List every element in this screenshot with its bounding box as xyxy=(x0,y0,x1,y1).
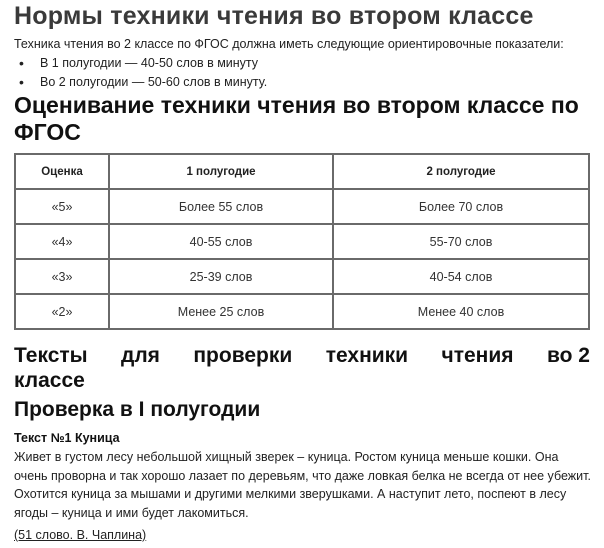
heading-grading: Оценивание техники чтения во втором классе по ФГОС xyxy=(14,92,579,145)
half1-cell: Более 55 слов xyxy=(109,189,333,224)
list-item: • В 1 полугодии — 40-50 слов в минуту xyxy=(14,54,267,73)
grade-cell: «2» xyxy=(15,294,109,329)
column-header-half2: 2 полугодие xyxy=(333,154,589,189)
norms-list xyxy=(14,54,267,92)
table-row xyxy=(15,224,589,259)
table-header-row xyxy=(15,154,589,189)
heading-word: Тексты xyxy=(14,344,88,367)
half2-cell: 40-54 слов xyxy=(333,259,589,294)
half2-cell: 55-70 слов xyxy=(333,224,589,259)
reading-passage: Живет в густом лесу небольшой хищный зверек – куница. Ростом куница меньше кошки. Она очень проворна и так хорошо лазает по деревьям, что даже ловкая белка не всегда от нее убежит. Охотится куница за мышами и другими мелкими зверушками. А наступит лето, поспеют в лесу ягоды – куница и ими будет лакомиться. xyxy=(14,450,591,520)
heading-word: чтения xyxy=(441,344,514,367)
heading-first-half-check: Проверка в I полугодии xyxy=(14,398,261,421)
grade-cell: «5» xyxy=(15,189,109,224)
grade-cell: «3» xyxy=(15,259,109,294)
text-title: Текст №1 Куница xyxy=(14,431,120,445)
heading-texts-line2: классе xyxy=(14,369,85,392)
table-row xyxy=(15,259,589,294)
grading-table xyxy=(14,153,590,330)
intro-text: Техника чтения во 2 классе по ФГОС должна иметь следующие ориентировочные показатели: xyxy=(14,37,564,51)
heading-word: проверки xyxy=(193,344,293,367)
heading-word: для xyxy=(121,344,160,367)
passage-source: (51 слово. В. Чаплина) xyxy=(14,528,147,542)
half2-cell: Более 70 слов xyxy=(333,189,589,224)
heading-reading-norms: Нормы техники чтения во втором классе xyxy=(14,2,534,30)
heading-texts-line1 xyxy=(14,343,590,368)
heading-texts xyxy=(14,343,590,393)
grade-cell: «4» xyxy=(15,224,109,259)
list-item: • Во 2 полугодии — 50-60 слов в минуту. xyxy=(14,73,267,92)
table-row xyxy=(15,294,589,329)
half2-cell: Менее 40 слов xyxy=(333,294,589,329)
column-header-half1: 1 полугодие xyxy=(109,154,333,189)
half1-cell: Менее 25 слов xyxy=(109,294,333,329)
table-row xyxy=(15,189,589,224)
half1-cell: 40-55 слов xyxy=(109,224,333,259)
half1-cell: 25-39 слов xyxy=(109,259,333,294)
column-header-grade: Оценка xyxy=(15,154,109,189)
heading-word: техники xyxy=(325,344,409,367)
heading-word: во 2 xyxy=(546,344,590,367)
